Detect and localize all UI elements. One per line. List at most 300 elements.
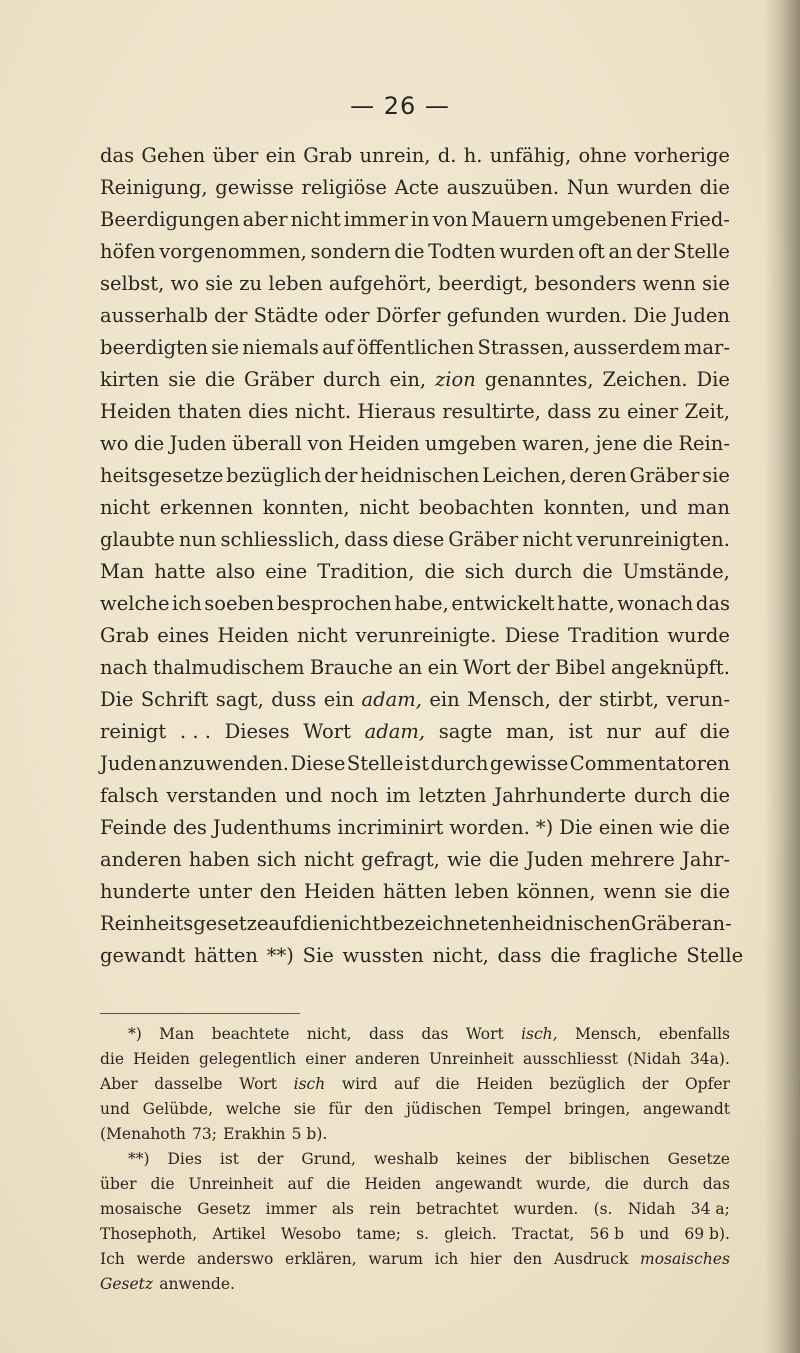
word: Heiden — [364, 1175, 422, 1193]
word: umgeben — [425, 432, 517, 455]
word: Tractat, — [512, 1225, 575, 1243]
word: angewandt — [643, 1100, 730, 1118]
word: ausschliesst — [523, 1050, 619, 1068]
text-line — [100, 556, 730, 588]
word: Ausdruck — [553, 1250, 629, 1268]
word: erklären, — [285, 1250, 357, 1268]
word: hatte — [154, 560, 206, 583]
text-line — [100, 428, 730, 460]
word: worden. — [449, 816, 530, 839]
word: falsch — [100, 784, 159, 807]
word: anderswo — [197, 1250, 274, 1268]
word: isch — [293, 1075, 326, 1093]
word: Mensch, — [467, 688, 551, 711]
text-line — [100, 268, 730, 300]
word: der — [516, 656, 550, 679]
word: hunderte — [100, 880, 191, 903]
word: wo — [100, 432, 129, 455]
word: durch — [642, 1175, 689, 1193]
word: Fried- — [670, 208, 730, 231]
word: Nun — [566, 176, 610, 199]
word: ebenfalls — [658, 1025, 730, 1043]
word: Mensch, — [574, 1025, 642, 1043]
word: anderen — [100, 848, 182, 871]
word: anzuwenden. — [158, 752, 289, 775]
word: Reinheitsgesetze — [100, 912, 269, 935]
word: nicht — [290, 208, 341, 231]
text-line — [100, 652, 730, 684]
word: man — [687, 496, 730, 519]
word: einen — [598, 816, 654, 839]
word: immer — [343, 208, 408, 231]
word: auf — [268, 912, 300, 935]
word: und — [100, 1100, 130, 1118]
word: Juden — [169, 432, 227, 455]
word: keines — [456, 1150, 507, 1168]
footnote-line — [100, 1047, 730, 1072]
text-line — [100, 140, 730, 172]
word: Dies — [167, 1150, 202, 1168]
word: Heiden — [303, 880, 376, 903]
word: auf — [654, 720, 686, 743]
word: oft — [578, 240, 605, 263]
word: s. — [416, 1225, 430, 1243]
word: dass — [497, 944, 542, 967]
word: dies — [248, 400, 289, 423]
word: durch — [322, 368, 381, 391]
word: aber — [242, 208, 288, 231]
word: wie — [659, 816, 694, 839]
word: die — [699, 816, 730, 839]
word: gewandt — [100, 944, 186, 967]
word: hatte, — [557, 592, 615, 615]
word: heidnischen — [511, 912, 632, 935]
word: dasselbe — [154, 1075, 223, 1093]
footnote-line — [100, 1197, 730, 1222]
word: auf — [287, 1175, 313, 1193]
footnote-line — [100, 1247, 730, 1272]
word: das — [702, 1175, 730, 1193]
word: selbst, — [100, 272, 165, 295]
word: Tradition — [568, 624, 660, 647]
word: hier — [469, 1250, 502, 1268]
word: incriminirt — [337, 816, 444, 839]
text-line — [100, 684, 730, 716]
text-line — [100, 364, 730, 396]
word: genanntes, — [484, 368, 594, 391]
word: verstanden — [166, 784, 277, 807]
text-line — [100, 620, 730, 652]
word: im — [386, 784, 411, 807]
word: Juden — [673, 304, 730, 327]
text-line — [100, 780, 730, 812]
word: wurden — [616, 176, 692, 199]
word: Erakhin — [223, 1125, 286, 1143]
word: wonach — [617, 592, 694, 615]
word: mar- — [683, 336, 730, 359]
word: öffentlichen — [356, 336, 475, 359]
word: die — [394, 240, 425, 263]
word: beobachten — [418, 496, 535, 519]
word: die — [204, 368, 236, 391]
word: bezüglich — [549, 1075, 626, 1093]
word: Mauern — [470, 208, 549, 231]
word: die — [435, 1075, 460, 1093]
text-line — [100, 300, 730, 332]
word: Tempel — [494, 1100, 552, 1118]
word: den — [513, 1250, 543, 1268]
word: nicht — [297, 624, 348, 647]
word: 69 b). — [684, 1225, 730, 1243]
word: konnten, — [543, 496, 631, 519]
word: auszuüben. — [446, 176, 560, 199]
word: eines — [157, 624, 210, 647]
text-line — [100, 748, 730, 780]
word: Die — [633, 304, 667, 327]
word: der — [636, 240, 670, 263]
word: heitsgesetze — [100, 464, 224, 487]
text-line — [100, 492, 730, 524]
word: diese — [392, 528, 445, 551]
word: umgebenen — [551, 208, 668, 231]
word: hätten — [382, 880, 447, 903]
word: erkennen — [159, 496, 254, 519]
word: überall — [231, 432, 302, 455]
word: Hieraus — [357, 400, 436, 423]
word: *) — [535, 816, 554, 839]
word: das — [695, 592, 730, 615]
word: die — [582, 560, 613, 583]
word: den — [364, 1100, 394, 1118]
text-line — [100, 716, 730, 748]
word: Jahrhunderte — [494, 784, 627, 807]
word: durch — [634, 784, 692, 807]
text-line — [100, 204, 730, 236]
word: dass — [547, 400, 592, 423]
word: Strassen, — [477, 336, 570, 359]
word: wurden — [499, 240, 575, 263]
word: verunreinigten. — [576, 528, 730, 551]
word: sie — [168, 368, 196, 391]
word: Wesobo — [280, 1225, 342, 1243]
word: werde — [136, 1250, 186, 1268]
word: und — [640, 496, 678, 519]
word: der — [324, 464, 358, 487]
word: Die — [696, 368, 730, 391]
word: Man — [100, 560, 145, 583]
word: Die — [100, 688, 134, 711]
word: sich — [464, 560, 505, 583]
word: wie — [447, 848, 482, 871]
word: 5 b). — [291, 1125, 328, 1143]
word: zu — [597, 400, 621, 423]
word: glaubte — [100, 528, 175, 551]
word: die — [604, 1175, 629, 1193]
word: Unreinheit — [428, 1050, 514, 1068]
word: beerdigt, — [438, 272, 529, 295]
word: Diese — [290, 752, 346, 775]
word: dass — [368, 1025, 405, 1043]
text-line — [100, 588, 730, 620]
word: sagt, — [215, 688, 264, 711]
word: eine — [265, 560, 308, 583]
footnote-line — [100, 1222, 730, 1247]
word: *) — [128, 1025, 142, 1043]
text-line — [100, 396, 730, 428]
word: gleich. — [444, 1225, 497, 1243]
word: Diese — [504, 624, 560, 647]
word: Aber — [100, 1075, 138, 1093]
word: den — [259, 880, 297, 903]
word: adam, — [364, 720, 426, 743]
word: (Nidah — [627, 1050, 681, 1068]
word: durch — [430, 752, 489, 775]
word: der — [641, 1075, 669, 1093]
word: bezeichneten — [380, 912, 512, 935]
footnote-line — [100, 1122, 730, 1147]
text-line — [100, 236, 730, 268]
word: wussten — [342, 944, 424, 967]
word: Thosephoth, — [100, 1225, 198, 1243]
word: dass — [344, 528, 389, 551]
word: nicht — [359, 496, 410, 519]
word: die — [699, 880, 730, 903]
word: Gelübde, — [142, 1100, 214, 1118]
word: können, — [516, 880, 596, 903]
word: Nidah — [627, 1200, 676, 1218]
word: Bibel — [554, 656, 606, 679]
word: die — [699, 784, 730, 807]
word: Stelle — [346, 752, 404, 775]
word: reinigt — [100, 720, 167, 743]
word: sie — [664, 880, 693, 903]
word: ausserdem — [573, 336, 681, 359]
word: Gehen — [141, 144, 206, 167]
word: Städte — [253, 304, 319, 327]
word: sondern — [310, 240, 391, 263]
word: Grab — [100, 624, 150, 647]
word: **) — [266, 944, 294, 967]
word: durch — [514, 560, 573, 583]
word: Heiden — [100, 400, 172, 423]
word: 34 a; — [690, 1200, 730, 1218]
word: schliesslich, — [220, 528, 341, 551]
word: nach — [100, 656, 148, 679]
word: Heiden — [348, 432, 420, 455]
word: sie — [211, 336, 240, 359]
word: Gräber — [448, 528, 519, 551]
word: die — [488, 848, 520, 871]
word: nicht, — [432, 944, 489, 967]
word: leben — [268, 272, 323, 295]
word: Gesetz — [100, 1275, 154, 1293]
text-line — [100, 332, 730, 364]
word: in — [410, 208, 430, 231]
word: besprochen — [276, 592, 392, 615]
word: Wort — [465, 1025, 504, 1043]
word: Zeit, — [684, 400, 730, 423]
word: anwende. — [159, 1275, 235, 1293]
word: sich — [256, 848, 297, 871]
word: nicht — [330, 912, 381, 935]
word: verunreinigte. — [355, 624, 497, 647]
word: Umstände, — [622, 560, 730, 583]
word: niemals — [242, 336, 319, 359]
footnotes — [100, 1022, 730, 1297]
word: Acte — [394, 176, 439, 199]
word: von — [432, 208, 468, 231]
footnote-divider — [100, 1013, 300, 1014]
word: jene — [595, 432, 638, 455]
word: beerdigten — [100, 336, 209, 359]
word: immer — [265, 1200, 317, 1218]
word: ein — [427, 656, 458, 679]
word: d. — [437, 144, 457, 167]
word: Gesetze — [667, 1150, 730, 1168]
word: Heiden — [217, 624, 289, 647]
word: an- — [700, 912, 732, 935]
word: wurde — [667, 624, 730, 647]
word: an — [608, 240, 633, 263]
word: gefragt, — [361, 848, 440, 871]
text-line — [100, 844, 730, 876]
word: der — [524, 1150, 552, 1168]
word: sie — [293, 1100, 316, 1118]
word: beachtete — [211, 1025, 290, 1043]
word: betrachtet — [416, 1200, 499, 1218]
word: ich — [434, 1250, 459, 1268]
word: das — [100, 144, 135, 167]
word: Tradition, — [317, 560, 415, 583]
word: ein — [265, 144, 296, 167]
word: Commentatoren — [569, 752, 730, 775]
word: angeknüpft. — [611, 656, 730, 679]
word: nicht — [100, 496, 151, 519]
word: Unreinheit — [188, 1175, 274, 1193]
word: als — [331, 1200, 354, 1218]
word: nicht — [303, 848, 354, 871]
word: Sie — [302, 944, 334, 967]
page-number: — 26 — — [350, 92, 450, 120]
word: von — [307, 432, 343, 455]
word: Die — [559, 816, 593, 839]
word: mehrere — [590, 848, 675, 871]
word: über — [212, 144, 259, 167]
word: wenn — [603, 880, 657, 903]
text-line — [100, 172, 730, 204]
word: heidnischen — [360, 464, 480, 487]
word: soeben — [204, 592, 275, 615]
word: hätten — [193, 944, 258, 967]
word: isch, — [521, 1025, 558, 1043]
word: nicht, — [306, 1025, 352, 1043]
word: Beerdigungen — [100, 208, 240, 231]
word: auf — [393, 1075, 419, 1093]
word: Dörfer — [375, 304, 441, 327]
footnote-line — [100, 1072, 730, 1097]
word: welche — [100, 592, 170, 615]
word: **) — [128, 1150, 150, 1168]
word: Grund, — [301, 1150, 356, 1168]
word: mosaisches — [640, 1250, 730, 1268]
word: die — [326, 1175, 351, 1193]
word: die — [699, 720, 730, 743]
word: entwickelt — [451, 592, 555, 615]
word: der — [558, 688, 592, 711]
word: besonders — [534, 272, 637, 295]
footnote-line — [100, 1172, 730, 1197]
text-line — [100, 460, 730, 492]
word: wurden. — [513, 1200, 579, 1218]
footnote-line — [100, 1147, 730, 1172]
word: jüdischen — [406, 1100, 482, 1118]
word: 34a). — [689, 1050, 730, 1068]
word: Stelle — [673, 240, 730, 263]
word: warum — [368, 1250, 423, 1268]
word: Reinigung, — [100, 176, 208, 199]
word: letzten — [418, 784, 487, 807]
word: die — [550, 944, 581, 967]
word: deren — [569, 464, 627, 487]
word: gewisse — [215, 176, 294, 199]
word: welche — [225, 1100, 281, 1118]
word: (Menahoth — [100, 1125, 186, 1143]
word: auf — [322, 336, 354, 359]
word: adam, — [361, 688, 422, 711]
word: die — [299, 912, 331, 935]
word: Dieses — [224, 720, 290, 743]
word: also — [215, 560, 256, 583]
word: resultirte, — [442, 400, 541, 423]
word: gefunden — [446, 304, 540, 327]
word: Heiden — [476, 1075, 533, 1093]
word: habe, — [394, 592, 449, 615]
word: wurden. — [545, 304, 628, 327]
word: biblischen — [569, 1150, 650, 1168]
word: aufgehört, — [328, 272, 433, 295]
word: Brauche — [309, 656, 393, 679]
word: wenn — [642, 272, 696, 295]
word: rein — [369, 1200, 401, 1218]
word: verun- — [666, 688, 730, 711]
word: ein — [429, 688, 460, 711]
word: ein, — [389, 368, 427, 391]
word: ist — [219, 1150, 240, 1168]
word: Juden — [100, 752, 157, 775]
word: unrein, — [359, 144, 431, 167]
word: Zeichen. — [602, 368, 688, 391]
word: die — [100, 1050, 125, 1068]
word: leben — [454, 880, 509, 903]
text-line — [100, 908, 730, 940]
word: wo — [170, 272, 199, 295]
word: sagte — [438, 720, 493, 743]
word: man, — [505, 720, 555, 743]
word: thalmudischem — [153, 656, 305, 679]
footnote-line — [100, 1097, 730, 1122]
word: 56 b — [589, 1225, 625, 1243]
word: wird — [341, 1075, 378, 1093]
word: Gesetz — [197, 1200, 251, 1218]
word: 73; — [192, 1125, 217, 1143]
word: (s. — [593, 1200, 613, 1218]
word: Gräber — [244, 368, 314, 391]
word: nicht — [522, 528, 573, 551]
word: Schrift — [140, 688, 209, 711]
word: Stelle — [686, 944, 744, 967]
word: oder — [324, 304, 370, 327]
word: . . . — [179, 720, 211, 743]
